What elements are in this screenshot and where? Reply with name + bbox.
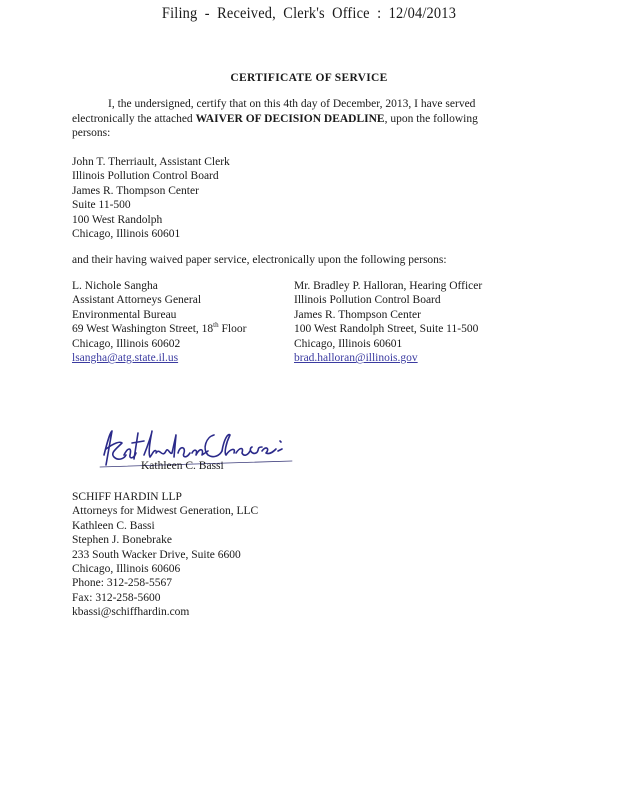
- recipient-line: John T. Therriault, Assistant Clerk: [72, 156, 230, 168]
- contact-line: Assistant Attorneys General: [72, 294, 202, 307]
- firm-line: Stephen J. Bonebrake: [72, 534, 172, 547]
- recipient-line: Illinois Pollution Control Board: [72, 170, 219, 183]
- firm-signature-block: [72, 490, 258, 620]
- firm-line: Fax: 312-258-5600: [72, 591, 161, 604]
- firm-email: kbassi@schiffhardin.com: [72, 606, 190, 619]
- waived-service-line: and their having waived paper service, electronically upon the following persons:: [72, 254, 447, 266]
- left-contact-block: [72, 279, 246, 365]
- right-contact-email-link[interactable]: brad.halloran@illinois.gov: [294, 352, 418, 365]
- recipient-line: 100 West Randolph: [72, 213, 163, 226]
- document-name: WAIVER OF DECISION DEADLINE: [195, 112, 385, 125]
- recipient-address: [72, 155, 230, 241]
- certification-text-start: I, the undersigned, certify that on this 4th day of December, 2013, I have served electronically the attached: [72, 98, 476, 125]
- contact-city: Chicago, Illinois 60602: [72, 337, 181, 350]
- document-title: CERTIFICATE OF SERVICE: [230, 72, 388, 84]
- certification-text-end: , upon the following persons:: [72, 112, 478, 139]
- contact-line: Illinois Pollution Control Board: [294, 294, 441, 307]
- recipient-line: James R. Thompson Center: [72, 184, 199, 197]
- recipient-line: Suite 11-500: [72, 199, 131, 212]
- left-contact-email-link[interactable]: lsangha@atg.state.il.us: [72, 352, 179, 365]
- filing-stamp: Filing - Received, Clerk's Office : 12/04/2013: [161, 5, 457, 22]
- firm-line: Attorneys for Midwest Generation, LLC: [72, 505, 259, 518]
- contact-street: 69 West Washington Street, 18th Floor: [72, 321, 247, 336]
- firm-line: Kathleen C. Bassi: [72, 519, 155, 532]
- firm-line: SCHIFF HARDIN LLP: [72, 491, 182, 503]
- contact-line: Chicago, Illinois 60601: [294, 337, 403, 350]
- firm-line: Chicago, Illinois 60606: [72, 563, 181, 576]
- contact-line: James R. Thompson Center: [294, 308, 421, 321]
- signatory-name: Kathleen C. Bassi: [141, 460, 224, 472]
- contact-line: L. Nichole Sangha: [72, 280, 158, 292]
- contact-line: 100 West Randolph Street, Suite 11-500: [294, 323, 479, 336]
- certification-paragraph: [72, 97, 512, 141]
- contact-line: Environmental Bureau: [72, 308, 177, 321]
- contact-line: Mr. Bradley P. Halloran, Hearing Officer: [294, 280, 483, 292]
- recipient-line: Chicago, Illinois 60601: [72, 228, 181, 241]
- firm-line: Phone: 312-258-5567: [72, 577, 172, 590]
- right-contact-block: [294, 279, 482, 365]
- firm-line: 233 South Wacker Drive, Suite 6600: [72, 548, 241, 561]
